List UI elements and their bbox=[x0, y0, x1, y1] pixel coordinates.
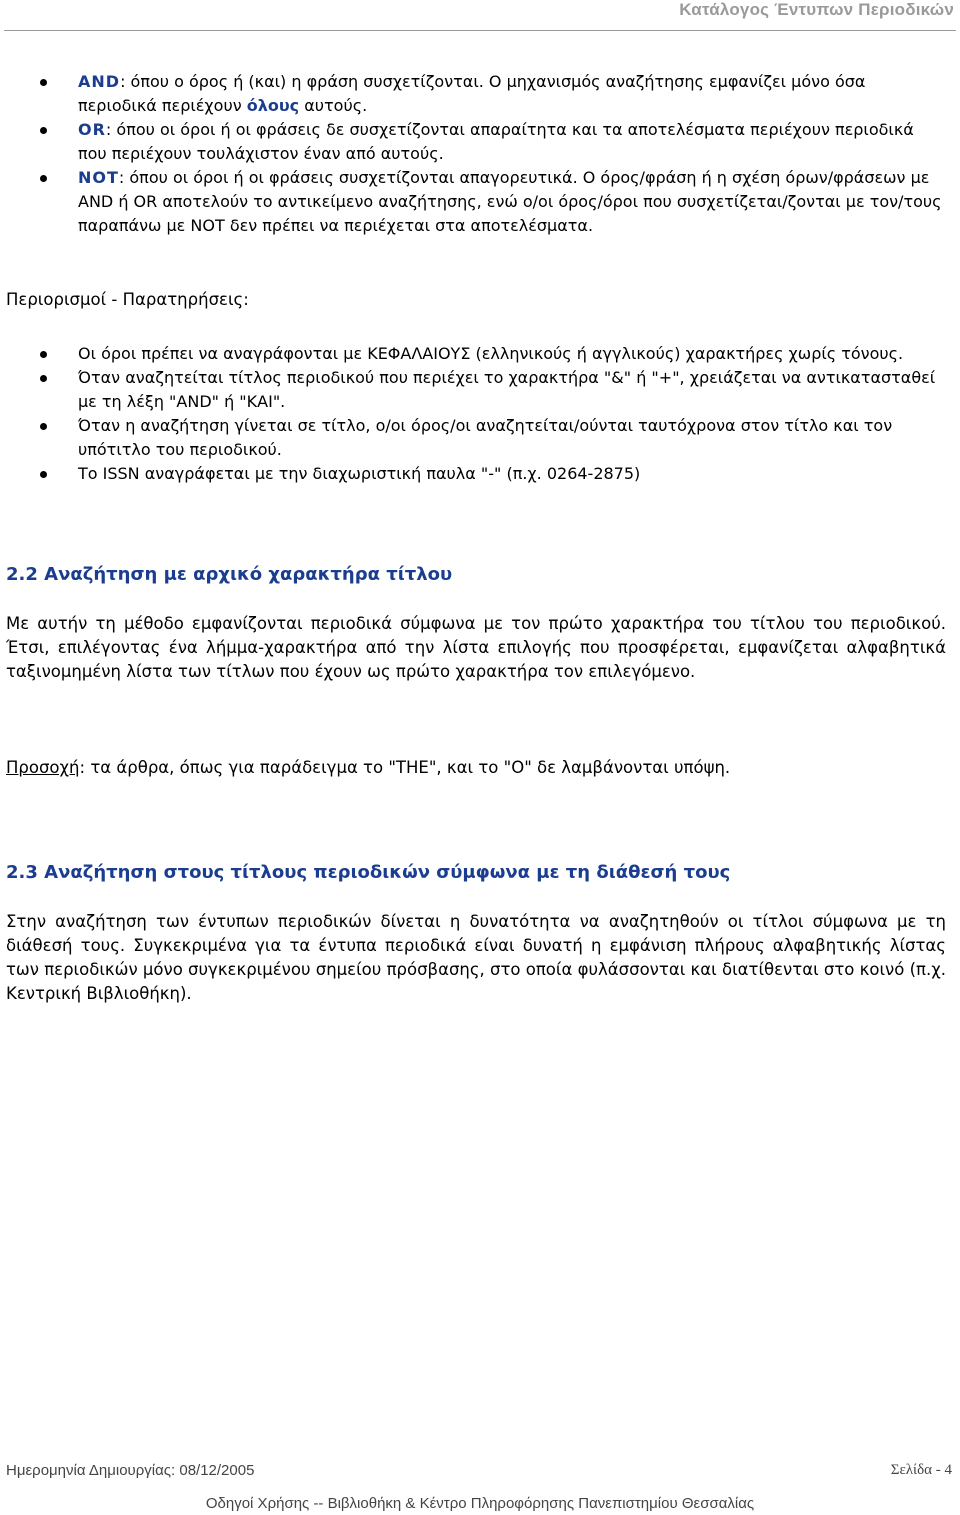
section-heading-2-2 bbox=[6, 564, 452, 585]
operators-list bbox=[6, 70, 946, 238]
list-item bbox=[6, 414, 946, 462]
restriction-text: Όταν αναζητείται τίτλος περιοδικού που περιέχει το χαρακτήρα "&" ή "+", χρειάζεται να αντικατασταθεί με τη λέξη "AND" ή "ΚΑΙ". bbox=[78, 368, 936, 411]
separator: : bbox=[105, 120, 117, 139]
section-2-2-body: Με αυτήν τη μέθοδο εμφανίζονται περιοδικά σύμφωνα με τον πρώτο χαρακτήρα του τίτλου του περιοδικού. Έτσι, επιλέγοντας ένα λήμμα-χαρακτήρα από την λίστα επιλογής που προσφέρεται, εμφανίζεται αλφαβητικά ταξινομημένη λίστα των τίτλων που έχουν ως πρώτο χαρακτήρα τον επιλεγόμενο. bbox=[6, 614, 946, 681]
separator: : bbox=[120, 72, 131, 91]
bullet-icon bbox=[40, 127, 47, 134]
restriction-text: Όταν η αναζήτηση γίνεται σε τίτλο, ο/οι όρος/οι αναζητείται/ούνται ταυτόχρονα στον τίτλο και τον υπότιτλο του περιοδικού. bbox=[78, 416, 893, 459]
restrictions-title: Περιορισμοί - Παρατηρήσεις: bbox=[6, 290, 249, 309]
operator-label: NOT bbox=[78, 168, 119, 187]
note-label: Προσοχή bbox=[6, 758, 80, 777]
bullet-icon bbox=[40, 79, 47, 86]
section-2-2-note bbox=[6, 756, 946, 780]
operator-description-end: αυτούς. bbox=[299, 96, 368, 115]
list-item-or bbox=[6, 118, 946, 166]
operator-description: όπου οι όροι ή οι φράσεις συσχετίζονται απαγορευτικά. Ο όρος/φράση ή η σχέση όρων/φράσεων με AND ή OR αποτελούν το αντικείμενο αναζήτησης, ενώ ο/οι όρος/όροι που συσχετίζεται/ζονται με τον/τους παραπάνω με NOT δεν πρέπει να περιέχεται στα αποτελέσματα. bbox=[78, 168, 942, 235]
emphasis-word: όλους bbox=[246, 96, 300, 115]
section-heading-2-3 bbox=[6, 862, 730, 883]
operator-description: όπου ο όρος ή (και) η φράση συσχετίζονται. Ο μηχανισμός αναζήτησης εμφανίζει μόνο όσα περιοδικά περιέχουν bbox=[78, 72, 866, 115]
list-item-not bbox=[6, 166, 946, 238]
footer-organization: Οδηγοί Χρήσης -- Βιβλιοθήκη & Κέντρο Πληροφόρησης Πανεπιστημίου Θεσσαλίας bbox=[205, 1495, 755, 1512]
footer-date: Ημερομηνία Δημιουργίας: 08/12/2005 bbox=[6, 1462, 255, 1479]
footer-page-number: Σελίδα - 4 bbox=[890, 1462, 952, 1478]
page-header-title: Κατάλογος Έντυπων Περιοδικών bbox=[679, 0, 954, 19]
note-text: : τα άρθρα, όπως για παράδειγμα το "THE", και το "O" δε λαμβάνονται υπόψη. bbox=[79, 758, 731, 777]
bullet-icon bbox=[40, 471, 47, 478]
bullet-icon bbox=[40, 375, 47, 382]
restriction-text: Οι όροι πρέπει να αναγράφονται με ΚΕΦΑΛΑΙΟΥΣ (ελληνικούς ή αγγλικούς) χαρακτήρες χωρίς τόνους. bbox=[78, 344, 904, 363]
section-title: Αναζήτηση με αρχικό χαρακτήρα τίτλου bbox=[44, 564, 453, 585]
restriction-text: Το ISSN αναγράφεται με την διαχωριστική παυλα "-" (π.χ. 0264-2875) bbox=[78, 464, 641, 483]
header-divider bbox=[4, 30, 956, 31]
restrictions-list bbox=[6, 342, 946, 486]
bullet-icon bbox=[40, 351, 47, 358]
bullet-icon bbox=[40, 423, 47, 430]
section-number: 2.2 bbox=[6, 564, 38, 585]
list-item bbox=[6, 462, 946, 486]
section-title: Αναζήτηση στους τίτλους περιοδικών σύμφωνα με τη διάθεσή τους bbox=[44, 862, 731, 883]
operator-label: OR bbox=[78, 120, 106, 139]
list-item bbox=[6, 342, 946, 366]
list-item-and bbox=[6, 70, 946, 118]
operator-label: AND bbox=[78, 72, 121, 91]
section-2-3-body: Στην αναζήτηση των έντυπων περιοδικών δίνεται η δυνατότητα να αναζητηθούν οι τίτλοι σύμφωνα με τη διάθεσή τους. Συγκεκριμένα για τα έντυπα περιοδικά είναι δυνατή η εμφάνιση πλήρους αλφαβητικής λίστας των περιοδικών μόνο συγκεκριμένου σημείου πρόσβασης, στο οποία φυλάσσονται και διατίθενται στο κοινό (π.χ. Κεντρική Βιβλιοθήκη). bbox=[6, 912, 946, 1003]
section-number: 2.3 bbox=[6, 862, 38, 883]
operator-description: όπου οι όροι ή οι φράσεις δε συσχετίζονται απαραίτητα και τα αποτελέσματα περιέχουν περιοδικά που περιέχουν τουλάχιστον έναν από αυτούς. bbox=[78, 120, 914, 163]
separator: : bbox=[118, 168, 130, 187]
bullet-icon bbox=[40, 175, 47, 182]
list-item bbox=[6, 366, 946, 414]
